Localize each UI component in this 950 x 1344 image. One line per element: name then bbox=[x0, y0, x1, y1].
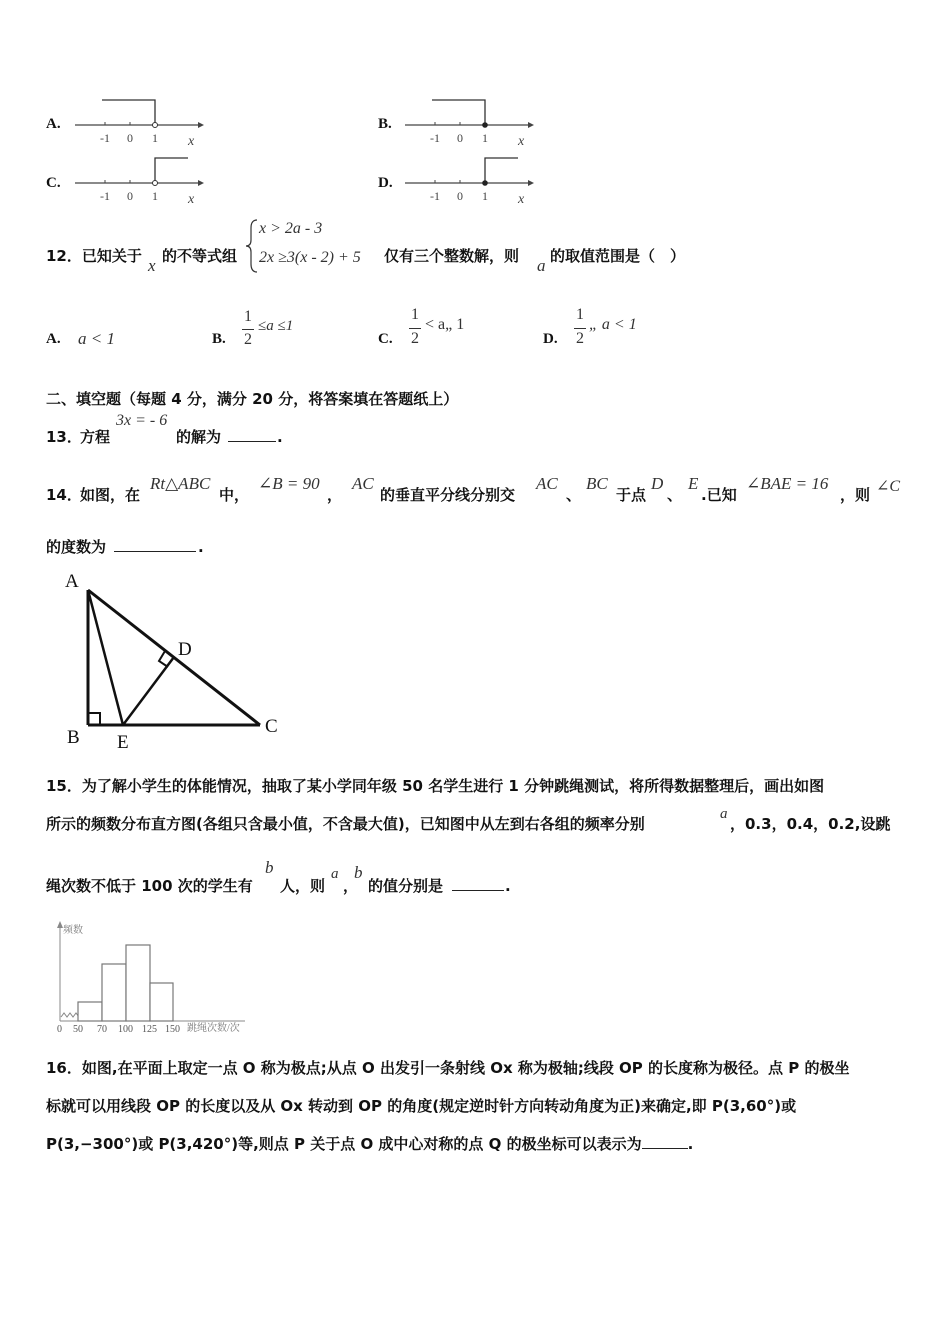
segment-de bbox=[123, 657, 174, 725]
triangle-figure bbox=[55, 565, 300, 755]
section-title: 二、填空题（每题 4 分，满分 20 分，将答案填在答题纸上） bbox=[46, 390, 459, 408]
q14-text6: ，则 bbox=[840, 486, 871, 504]
vertex-a: A bbox=[65, 571, 79, 592]
q15-line3a: 绳次数不低于 100 次的学生有 bbox=[46, 877, 253, 895]
q12-var-x: x bbox=[148, 256, 156, 275]
tick-neg1: -1 bbox=[430, 131, 440, 145]
q12-number: 12． bbox=[46, 247, 82, 265]
q12-option-c-expr: < a„ 1 bbox=[425, 316, 465, 333]
q12-text1: 已知关于 bbox=[81, 247, 142, 265]
hollow-point bbox=[153, 181, 158, 186]
axis-x-label: x bbox=[518, 192, 525, 207]
option-b-label: B. bbox=[378, 116, 392, 132]
axis-x-label: x bbox=[188, 134, 195, 149]
tick-neg1: -1 bbox=[100, 189, 110, 203]
frac-den: 2 bbox=[576, 330, 584, 347]
histogram-bar-125-150 bbox=[150, 983, 173, 1021]
q12-option-d-expr: „ a < 1 bbox=[589, 316, 637, 333]
axis-arrow bbox=[198, 122, 204, 128]
histogram-bar-70-100 bbox=[102, 964, 126, 1021]
solution-ray bbox=[432, 100, 485, 125]
x-tick-label: 50 bbox=[73, 1024, 83, 1035]
q14-line2: 的度数为 bbox=[46, 538, 107, 556]
tick-0: 0 bbox=[127, 131, 133, 145]
q15-end: . bbox=[505, 877, 511, 895]
q12-option-b-expr: ≤a ≤1 bbox=[258, 318, 294, 334]
q15-number: 15． bbox=[46, 777, 82, 795]
number-line-d bbox=[400, 153, 540, 208]
q12-text4: 的取值范围是（ ） bbox=[550, 247, 686, 265]
q14-end: . bbox=[198, 538, 204, 556]
q12-ineq1: x > 2a - 3 bbox=[259, 220, 323, 237]
number-line-b bbox=[400, 95, 540, 150]
right-angle-b bbox=[88, 713, 100, 725]
solution-ray bbox=[155, 158, 188, 183]
frac-num: 1 bbox=[411, 306, 419, 323]
q12-option-a-expr: a < 1 bbox=[78, 329, 115, 348]
frac-den: 2 bbox=[244, 331, 252, 348]
axis-x-label: x bbox=[518, 134, 525, 149]
q15-line3c: 的值分别是 bbox=[368, 877, 444, 895]
q14-ac2: AC bbox=[536, 474, 558, 493]
q15-var-a2: a bbox=[331, 866, 339, 882]
x-tick-label: 125 bbox=[142, 1024, 157, 1035]
axis-break-icon bbox=[61, 1013, 79, 1017]
q15-line2a: 所示的频数分布直方图(各组只含最小值，不含最大值)，已知图中从左到右各组的频率分别 bbox=[46, 815, 645, 833]
q12-option-b-label: B. bbox=[212, 331, 226, 347]
q15-var-a: a bbox=[720, 806, 728, 822]
q15-line2b: ，0.3，0.4，0.2,设跳 bbox=[730, 815, 891, 833]
frac-num: 1 bbox=[576, 306, 584, 323]
q14-text4: 于点 bbox=[616, 486, 647, 504]
q16-line3 bbox=[46, 1134, 693, 1154]
vertex-e: E bbox=[117, 732, 129, 753]
x-tick-label: 70 bbox=[97, 1024, 107, 1035]
q15-line3b: 人，则 bbox=[280, 877, 326, 895]
q12-ineq2: 2x ≥3(x - 2) + 5 bbox=[259, 249, 361, 266]
x-tick-label: 150 bbox=[165, 1024, 180, 1035]
q16-number: 16． bbox=[46, 1059, 82, 1077]
tick-neg1: -1 bbox=[100, 131, 110, 145]
q14-text2: 中， bbox=[219, 486, 250, 504]
fraction-bar bbox=[574, 328, 586, 329]
q14-sep2: 、 bbox=[667, 486, 683, 504]
q14-sep1: 、 bbox=[566, 486, 582, 504]
solid-point bbox=[482, 122, 488, 128]
q12-option-c-label: C. bbox=[378, 331, 393, 347]
q12-var-a: a bbox=[537, 256, 546, 275]
option-d-label: D. bbox=[378, 175, 393, 191]
number-line-c bbox=[70, 153, 210, 208]
q14-angle-b: ∠B = 90 bbox=[258, 474, 320, 493]
vertex-d: D bbox=[178, 639, 192, 660]
q12-text3: 仅有三个整数解，则 bbox=[384, 247, 520, 265]
x-axis-label: 跳绳次数/次 bbox=[187, 1023, 240, 1034]
q13-end: . bbox=[277, 428, 283, 446]
tick-1: 1 bbox=[482, 189, 488, 203]
q14-text5: .已知 bbox=[701, 486, 737, 504]
answer-blank[interactable] bbox=[228, 427, 276, 442]
q15-line1 bbox=[46, 776, 824, 796]
answer-blank[interactable] bbox=[642, 1134, 688, 1149]
q14-triangle: Rt△ABC bbox=[150, 474, 211, 493]
q16-line1 bbox=[46, 1058, 849, 1078]
y-axis-label: 频数 bbox=[63, 925, 83, 936]
tick-1: 1 bbox=[482, 131, 488, 145]
solid-point bbox=[482, 180, 488, 186]
q16-line2: 标就可以用线段 OP 的长度以及从 Ox 转动到 OP 的角度(规定逆时针方向转动角度为正)来确定,即 P(3,60°)或 bbox=[46, 1097, 797, 1115]
q13-equation: 3x = - 6 bbox=[116, 412, 168, 429]
q14-comma: ， bbox=[327, 486, 343, 504]
q12-text2: 的不等式组 bbox=[162, 247, 238, 265]
q15-var-b: b bbox=[265, 858, 274, 877]
q14-ac: AC bbox=[352, 474, 374, 493]
fraction-bar bbox=[242, 329, 254, 330]
segment-ae bbox=[88, 590, 123, 725]
option-a-label: A. bbox=[46, 116, 61, 132]
histogram-bar-100-125 bbox=[126, 945, 150, 1021]
q12-option-a-label: A. bbox=[46, 331, 61, 347]
number-line-a bbox=[70, 95, 210, 150]
axis-x-label: x bbox=[188, 192, 195, 207]
q14-bc: BC bbox=[586, 474, 608, 493]
q12-line bbox=[46, 246, 142, 266]
fraction-bar bbox=[409, 328, 421, 329]
q14-number: 14． bbox=[46, 486, 82, 504]
q13-text2: 的解为 bbox=[176, 428, 222, 446]
q16-line3-text: P(3,−300°)或 P(3,420°)等,则点 P 关于点 O 成中心对称的点 Q 的极坐标可以表示为 bbox=[46, 1135, 642, 1153]
histogram-bar-50-70 bbox=[78, 1002, 102, 1021]
solution-ray bbox=[485, 158, 518, 183]
solution-ray bbox=[102, 100, 155, 125]
answer-blank[interactable] bbox=[114, 537, 196, 552]
answer-blank[interactable] bbox=[452, 876, 504, 891]
histogram-chart bbox=[45, 918, 260, 1040]
q13-number: 13． bbox=[46, 428, 82, 446]
tick-0: 0 bbox=[127, 189, 133, 203]
q16-end: . bbox=[687, 1135, 694, 1153]
q14-d: D bbox=[651, 474, 664, 493]
tick-1: 1 bbox=[152, 131, 158, 145]
q15-line1-text: 为了解小学生的体能情况，抽取了某小学同年级 50 名学生进行 1 分钟跳绳测试，将所得数据整理后，画出如图 bbox=[81, 777, 825, 795]
tick-neg1: -1 bbox=[430, 189, 440, 203]
q16-line1-text: 如图,在平面上取定一点 O 称为极点;从点 O 出发引一条射线 Ox 称为极轴;线段 OP 的长度称为极径。点 P 的极坐 bbox=[81, 1059, 850, 1077]
axis-arrow bbox=[528, 180, 534, 186]
vertex-b: B bbox=[67, 727, 80, 748]
frac-den: 2 bbox=[411, 330, 419, 347]
q15-comma: ， bbox=[343, 877, 359, 895]
hollow-point bbox=[153, 123, 158, 128]
option-c-label: C. bbox=[46, 175, 61, 191]
x-tick-label: 100 bbox=[118, 1024, 133, 1035]
tick-1: 1 bbox=[152, 189, 158, 203]
frac-num: 1 bbox=[244, 308, 252, 325]
vertex-c: C bbox=[265, 716, 278, 737]
q14-e: E bbox=[688, 474, 699, 493]
x-tick-label: 0 bbox=[57, 1024, 62, 1035]
q14-text3: 的垂直平分线分别交 bbox=[380, 486, 516, 504]
q14-text1: 如图，在 bbox=[80, 486, 141, 504]
tick-0: 0 bbox=[457, 189, 463, 203]
brace-icon bbox=[245, 218, 259, 274]
q15-var-b2: b bbox=[354, 863, 363, 882]
q12-option-d-label: D. bbox=[543, 331, 558, 347]
q14-angle-c: ∠C bbox=[876, 478, 901, 495]
axis-arrow bbox=[528, 122, 534, 128]
tick-0: 0 bbox=[457, 131, 463, 145]
q13-text1: 方程 bbox=[80, 428, 111, 446]
axis-arrow bbox=[198, 180, 204, 186]
q14-angle-bae: ∠BAE = 16 bbox=[746, 474, 829, 493]
